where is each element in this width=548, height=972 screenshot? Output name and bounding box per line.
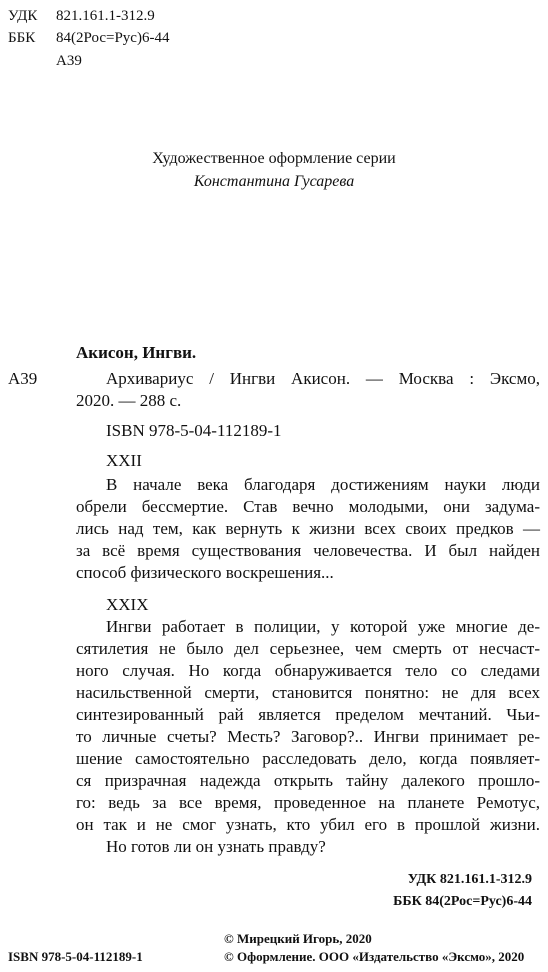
annotation-line: лись над тем, как вернуть к жизни всех своих предков — [76,519,540,538]
bbk-label: ББК [8,30,36,46]
udk-code-bold: УДК 821.161.1-312.9 [407,872,532,887]
annotation-line: Ингви работает в полиции, у которой уже многие де- [106,617,540,636]
annotation-paragraph-2 [76,616,540,858]
annotation-closing: Но готов ли он узнать правду? [106,837,326,856]
udk-code: 821.161.1-312.9 [56,8,155,24]
bbk-code-bold: ББК 84(2Рос=Рус)6-44 [393,894,532,909]
author-sign-header: А39 [56,53,82,69]
annotation-line: обрели бессмертие. Став вечно молодыми, они задума- [76,497,540,516]
annotation-paragraph-1 [76,474,540,584]
annotation-line: способ физического воскрешения... [76,563,334,582]
annotation-line: он так и не смог узнать, кто убил его в прошлой жизни. [76,815,540,834]
annotation-line: синтезированный рай является пределом мечтаний. Чьи- [76,705,540,724]
isbn-entry: ISBN 978-5-04-112189-1 [106,421,282,440]
author-heading: Акисон, Ингви. [76,343,197,362]
annotation-line: ного случая. Но когда обнаруживается тело со следами [76,661,540,680]
bbk-code: 84(2Рос=Рус)6-44 [56,30,170,46]
entry-line: 2020. — 288 с. [76,391,182,410]
century-heading: XXIX [106,595,149,614]
copyright-design: © Оформление. ООО «Издательство «Эксмо», 2020 [224,949,525,964]
annotation-line: за всё время существования человечества. И был найден [76,541,540,560]
copyright-author: © Мирецкий Игорь, 2020 [224,931,372,946]
design-credit-line2: Константина Гусарева [193,173,355,190]
entry-line: Архивариус / Ингви Акисон. — Москва : Эксмо, [106,369,540,388]
annotation-line: ся призрачная надежда открыть тайну далекого прошло- [76,771,540,790]
isbn-footer: ISBN 978-5-04-112189-1 [8,949,143,964]
annotation-line: го: ведь за все время, проведенное на планете Ремотус, [76,793,540,812]
bibliographic-entry [76,368,540,412]
annotation-line: сятилетия не было дел серьезнее, чем смерть от несчаст- [76,639,540,658]
century-heading: XXII [106,451,142,470]
udk-label: УДК [8,8,38,24]
annotation-line: насильственной смерти, становится понятно: не для всех [76,683,540,702]
annotation-line: В начале века благодаря достижениям науки люди [106,475,540,494]
author-sign: А39 [8,369,38,388]
design-credit-line1: Художественное оформление серии [152,150,396,167]
annotation-line: то личные счеты? Месть? Заговор?.. Ингви принимает ре- [76,727,540,746]
annotation-line: шение самостоятельно расследовать дело, когда появляет- [76,749,540,768]
